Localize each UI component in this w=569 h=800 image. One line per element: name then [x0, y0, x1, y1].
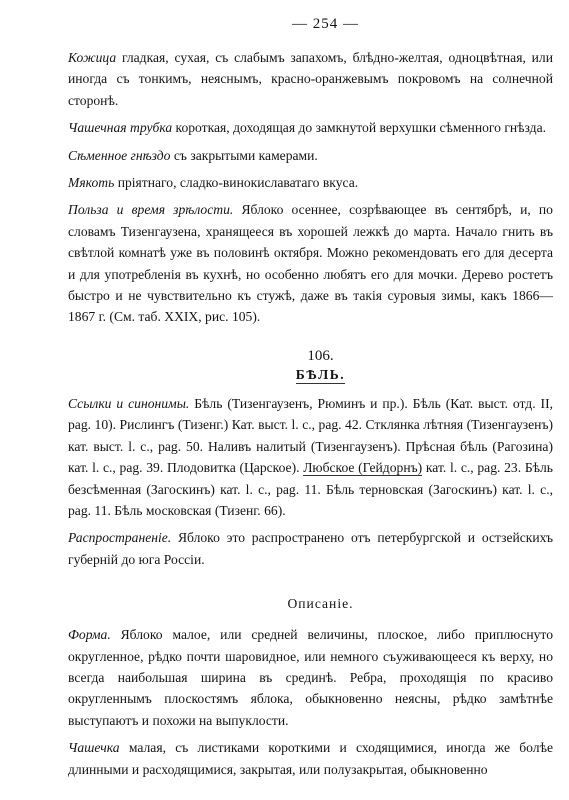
paragraph-distribution	[68, 527, 553, 570]
paragraph-flesh	[68, 172, 553, 193]
article-title	[88, 367, 553, 383]
term-skin: Кожица	[68, 50, 117, 65]
term-use-ripeness: Польза и время зрѣлости.	[68, 202, 234, 218]
text-form: Яблоко малое, или средней величины, плоское, либо приплюснуто округленное, рѣдко почти шаровидное, или немного съуживающееся къ верху, но всегда наибольшая ширина въ срединѣ. Ребра, проходящія по красиво округленнымъ плоскостямъ яблока, обыкновенно неясны, рѣдко замѣтнѣе выступаютъ и похожи на выпуклости.	[68, 627, 553, 728]
term-distribution: Распространеніе.	[68, 530, 172, 546]
text-calyx-tube: короткая, доходящая до замкнутой верхушки сѣменного гнѣзда.	[172, 120, 547, 136]
paragraph-use-ripeness	[68, 199, 553, 327]
text-seed-cavity: съ закрытыми камерами.	[170, 147, 318, 163]
highlighted-synonym: Любское (Гейдорнъ)	[303, 460, 423, 476]
text-skin: гладкая, сухая, съ слабымъ запахомъ, блѣдно-желтая, одноцвѣтная, или иногда съ тонкимъ, неяснымъ, красно-оранжевымъ покровомъ на солнечной сторонѣ.	[68, 50, 553, 108]
paragraph-calyx-tube	[68, 117, 553, 138]
article-number: 106.	[307, 347, 334, 364]
term-seed-cavity: Сѣменное гнѣздо	[68, 147, 171, 163]
page-number: — 254 —	[292, 16, 359, 32]
text-flesh: пріятнаго, сладко-винокиславатаго вкуса.	[114, 175, 359, 191]
text-references-2: кат. l. c., pag. 23. Бѣль безсѣменная (Загоскинъ) кат. l. c., pag. 11. Бѣль терновская (Загоскинъ) кат. l. c., pag. 11. Бѣль московская (Тизенг. 66).	[68, 460, 553, 518]
text-references-1: Бѣль (Тизенгаузенъ, Рюминъ и пр.). Бѣль (Кат. выст. отд. II, pag. 10). Рислингъ (Тизенг.) Кат. выст. l. c., pag. 42. Стклянка лѣтняя (Тизенгаузенъ) кат. выст. l. c., pag. 50. Наливъ налитый (Тизенгаузенъ). Прѣсная бѣль (Рагозина) кат. l. c., pag. 39. Плодовитка (Царское).	[68, 395, 553, 476]
paragraph-seed-cavity	[68, 145, 553, 166]
term-calyx-tube: Чашечная трубка	[68, 120, 173, 136]
term-flesh: Мякоть	[68, 175, 115, 191]
paragraph-skin	[68, 47, 553, 111]
text-use-ripeness: Яблоко осеннее, созрѣвающее въ сентябрѣ, и, по словамъ Тизенгаузена, хранящееся въ хорошей лежкѣ до марта. Начало гнить въ свѣтлой комнатѣ уже въ половинѣ октября. Можно рекомендовать его для десерта и для употребленія въ кухнѣ, но особенно любятъ его для мочки. Дерево ростетъ быстро и не чувствительно къ стужѣ, даже въ такія суровыя зимы, какъ 1866—1867 г. (См. таб. XXIX, рис. 105).	[68, 202, 553, 325]
term-references: Ссылки и синонимы.	[68, 395, 190, 411]
section-title-description: Описаніе.	[287, 596, 354, 612]
term-calyx: Чашечка	[68, 740, 120, 756]
paragraph-calyx	[68, 737, 553, 780]
text-calyx: малая, съ листиками короткими и сходящимися, иногда же болѣе длинными и расходящимися, закрытая, или полузакрытая, обыкновенно	[68, 740, 553, 777]
text-distribution: Яблоко это распространено отъ петербургской и остзейскихъ губерній до юга Россіи.	[68, 530, 553, 567]
paragraph-form	[68, 624, 553, 731]
paragraph-references	[68, 393, 553, 521]
article-title-text: БѢЛЬ.	[295, 366, 346, 382]
term-form: Форма.	[68, 627, 111, 643]
